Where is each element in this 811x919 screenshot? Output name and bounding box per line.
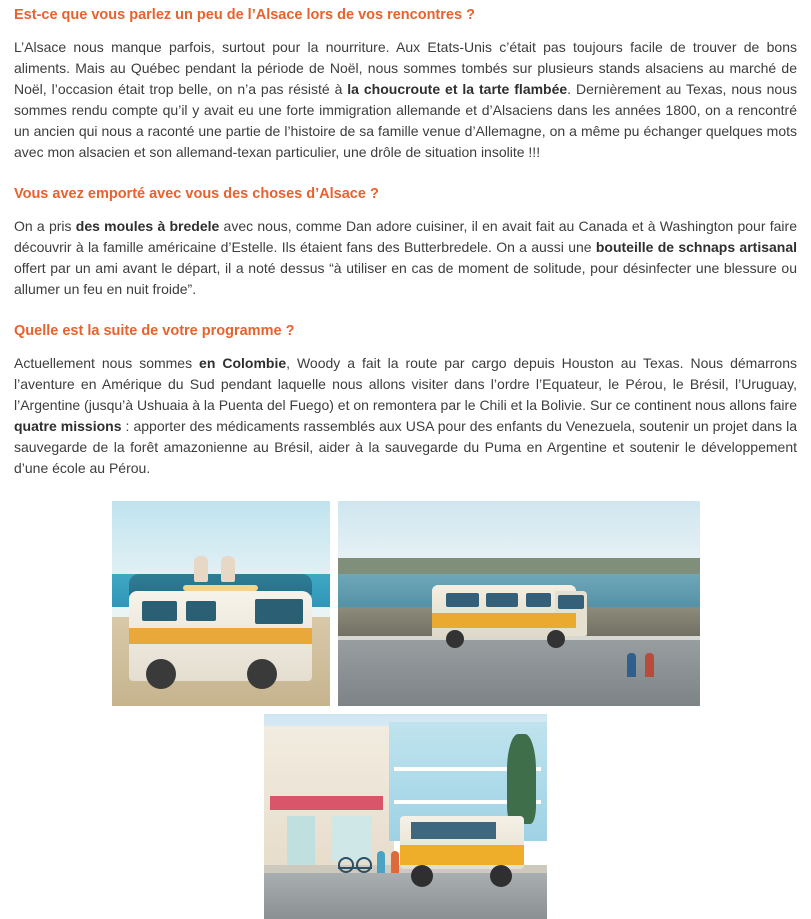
photo-gallery [14, 501, 797, 919]
van-wheel [446, 630, 464, 648]
van-window [411, 822, 496, 838]
section-paragraph-suite-programme: Actuellement nous sommes en Colombie, Woody a fait la route par cargo depuis Houston au Texas. Nous démarrons l’aventure en Amérique du Sud pendant laquelle nous allons visiter dans l’ordre l’Equateur, le Pérou, le Brésil, l’Uruguay, l’Argentine (jusqu’à Ushuaia à la Puenta del Fuego) et on remontera par le Chili et la Bolivie. Sur ce continent nous allons faire quatre missions : apporter des médicaments rassemblés aux USA pour des enfants du Venezuela, soutenir un projet dans la sauvegarde de la forêt amazonienne au Brésil, aider à la sauvegarde du Puma en Argentine et soutenir le développement d’une école au Pérou. [14, 354, 798, 476]
section-heading-alsace-rencontres: Est-ce que vous parlez un peu de l’Alsace lors de vos rencontres ? [14, 7, 475, 23]
section-paragraph-alsace-rencontres: L’Alsace nous manque parfois, surtout pour la nourriture. Aux Etats-Unis c’était pas toujours facile de trouver de bons aliments. Mais au Québec pendant la période de Noël, nous sommes tombés sur plusieurs stands alsaciens au marché de Noël, l’occasion était trop belle, on n’a pas résisté à la choucroute et la tarte flambée. Dernièrement au Texas, nous nous sommes rendu compte qu’il y avait eu une forte immigration allemande et d’Alsaciens dans les années 1800, on a rencontré un ancien qui nous a raconté une partie de l’histoire de sa famille venue d’Allemagne, on a même pu échanger quelques mots avec mon alsacien et son allemand-texan particulier, une drôle de situation insolite !!! [14, 38, 797, 160]
van-window [446, 593, 479, 607]
section-heading-suite-programme: Quelle est la suite de votre programme ? [14, 322, 295, 339]
photo-van-street[interactable] [264, 714, 547, 919]
van-windshield [255, 599, 303, 624]
photo-van-coast[interactable] [338, 501, 700, 706]
van-window [186, 601, 217, 622]
van-yellow-stripe [400, 845, 525, 866]
van-window [526, 593, 551, 607]
van-window [486, 593, 519, 607]
van-wheel [247, 659, 277, 689]
van-windshield [558, 595, 583, 609]
gallery-row-top [14, 501, 797, 706]
traveller-figure [377, 851, 385, 873]
parked-bicycle [338, 851, 372, 869]
traveller-figure [645, 653, 654, 677]
roof-deck [183, 585, 257, 591]
person-on-roof [194, 556, 208, 582]
gallery-row-bottom [14, 714, 797, 919]
traveller-figure [391, 851, 399, 873]
shop-awning [270, 796, 383, 810]
section-paragraph-choses-alsace: On a pris des moules à bredele avec nous, comme Dan adore cuisiner, il en avait fait au Canada et à Washington pour faire découvrir à la famille américaine d’Estelle. Ils étaient fans des Butterbredele. On a aussi une bouteille de schnaps artisanal offert par un ami avant le départ, il a noté dessus “à utiliser en cas de moment de solitude, pour désinfecter une blessure ou allumer un feu en nuit froide”. [14, 217, 798, 297]
section-heading-choses-alsace: Vous avez emporté avec vous des choses d’Alsace ? [14, 185, 379, 202]
person-on-roof [221, 556, 235, 582]
palm-tree [507, 734, 535, 824]
van-window [142, 601, 177, 622]
shop-door [287, 816, 315, 869]
van-yellow-stripe [129, 628, 312, 644]
van-yellow-stripe [432, 613, 577, 627]
traveller-figure [627, 653, 636, 677]
photo-van-beach[interactable] [112, 501, 330, 706]
